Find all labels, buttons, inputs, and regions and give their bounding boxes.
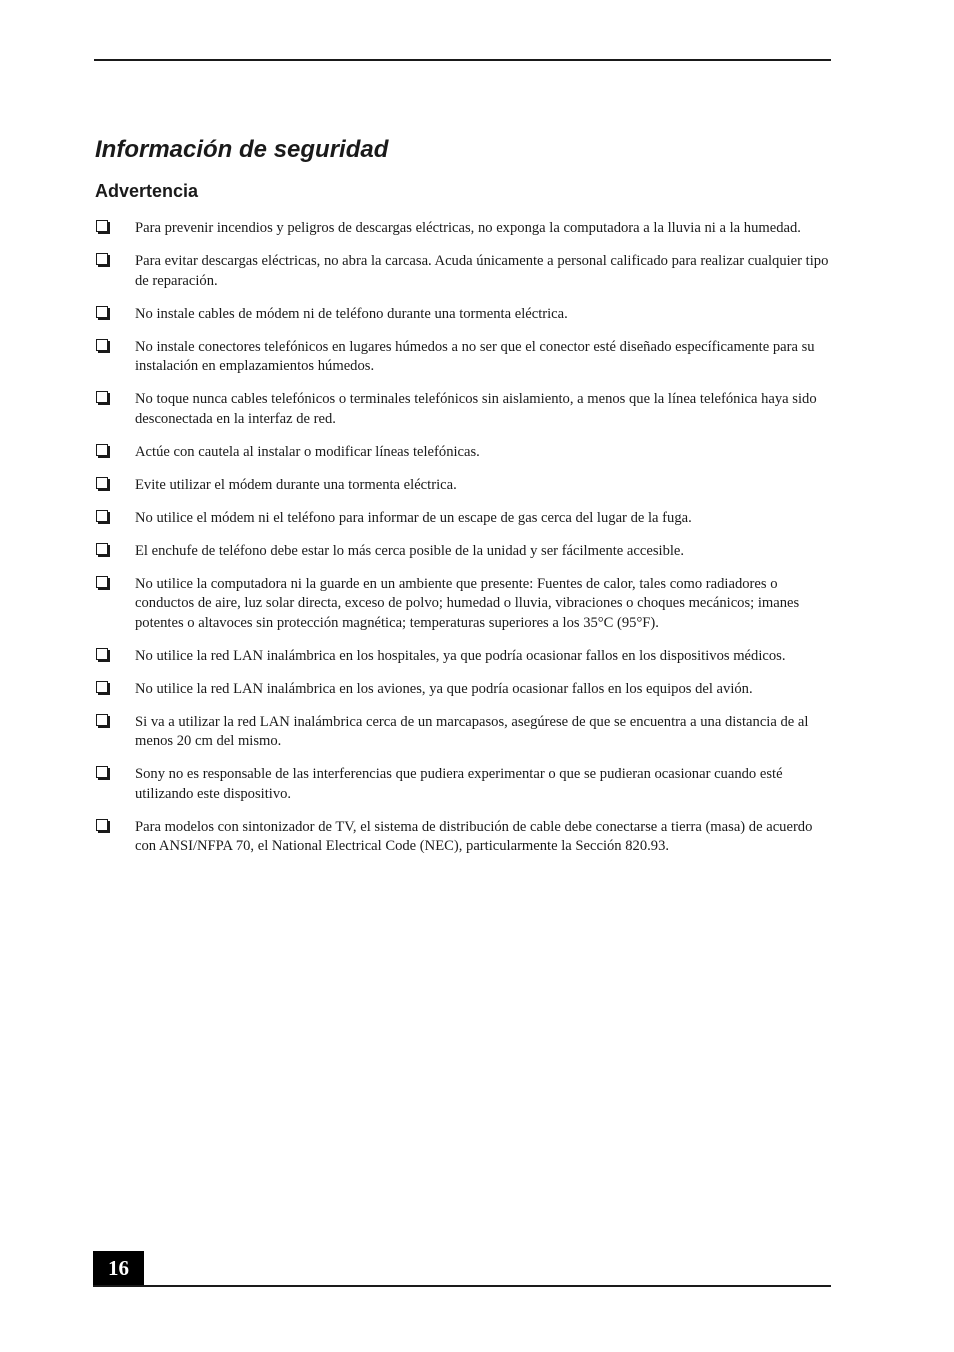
checkbox-icon xyxy=(96,510,108,522)
warning-text: Para prevenir incendios y peligros de descargas eléctricas, no exponga la computadora a la lluvia ni a la humedad. xyxy=(135,220,801,236)
page-title: Información de seguridad xyxy=(95,136,389,163)
checkbox-icon xyxy=(96,444,108,456)
warning-item xyxy=(95,818,831,857)
warning-item xyxy=(95,219,831,239)
checkbox-icon xyxy=(96,391,108,403)
checkbox-icon xyxy=(96,576,108,588)
warning-item xyxy=(95,338,831,377)
warning-text: Evite utilizar el módem durante una tormenta eléctrica. xyxy=(135,476,457,493)
warning-item xyxy=(95,252,831,291)
checkbox-icon xyxy=(96,543,108,555)
warning-item xyxy=(95,390,831,429)
checkbox-icon xyxy=(96,648,108,660)
warning-text: No utilice la red LAN inalámbrica en los hospitales, ya que podría ocasionar fallos en los dispositivos médicos. xyxy=(135,647,786,664)
warning-item xyxy=(95,305,831,325)
checkbox-icon xyxy=(96,306,108,318)
warning-item xyxy=(95,476,831,496)
warning-text: No utilice la red LAN inalámbrica en los aviones, ya que podría ocasionar fallos en los equipos del avión. xyxy=(135,680,753,697)
warning-item xyxy=(95,509,831,529)
checkbox-icon xyxy=(96,681,108,693)
warning-text: No instale cables de módem ni de teléfono durante una tormenta eléctrica. xyxy=(135,305,568,322)
section-heading: Advertencia xyxy=(95,181,199,201)
warning-text: No utilice el módem ni el teléfono para informar de un escape de gas cerca del lugar de la fuga. xyxy=(135,509,692,526)
warning-item xyxy=(95,542,831,562)
warning-list xyxy=(95,219,831,870)
warning-text: Para modelos con sintonizador de TV, el sistema de distribución de cable debe conectarse a tierra (masa) de acuerdo con ANSI/NFPA 70, el National Electrical Code (NEC), particularmente la Sección 820.93. xyxy=(135,818,813,854)
page-number: 16 xyxy=(93,1251,144,1286)
warning-item xyxy=(95,765,831,804)
warning-item xyxy=(95,647,831,667)
checkbox-icon xyxy=(96,253,108,265)
warning-text: Si va a utilizar la red LAN inalámbrica cerca de un marcapasos, asegúrese de que se encuentra a una distancia de al menos 20 cm del mismo. xyxy=(135,713,809,749)
warning-text: No instale conectores telefónicos en lugares húmedos a no ser que el conector esté diseñado específicamente para su instalación en emplazamientos húmedos. xyxy=(135,338,815,374)
checkbox-icon xyxy=(96,220,108,232)
warning-item xyxy=(95,713,831,752)
warning-item xyxy=(95,575,831,634)
checkbox-icon xyxy=(96,819,108,831)
warning-item xyxy=(95,443,831,463)
checkbox-icon xyxy=(96,714,108,726)
warning-item xyxy=(95,680,831,700)
warning-text: Actúe con cautela al instalar o modificar líneas telefónicas. xyxy=(135,443,480,460)
warning-text: No utilice la computadora ni la guarde en un ambiente que presente: Fuentes de calor, tales como radiadores o conductos de aire, luz solar directa, exceso de polvo; humedad o lluvia, vibraciones o choques mecánicos; imanes potentes o altavoces sin protección magnética; temperaturas superiores a los 35°C (95°F). xyxy=(135,575,800,631)
warning-text: El enchufe de teléfono debe estar lo más cerca posible de la unidad y ser fácilmente accesible. xyxy=(135,542,685,559)
checkbox-icon xyxy=(96,339,108,351)
checkbox-icon xyxy=(96,477,108,489)
checkbox-icon xyxy=(96,766,108,778)
warning-text: Sony no es responsable de las interferencias que pudiera experimentar o que se pudieran ocasionar cuando esté utilizando este dispositivo. xyxy=(135,766,783,802)
top-rule xyxy=(94,59,831,61)
warning-text: No toque nunca cables telefónicos o terminales telefónicos sin aislamiento, a menos que la línea telefónica haya sido desconectada en la interfaz de red. xyxy=(135,391,817,427)
bottom-rule xyxy=(93,1285,831,1287)
warning-text: Para evitar descargas eléctricas, no abra la carcasa. Acuda únicamente a personal calificado para realizar cualquier tipo de reparación. xyxy=(135,253,829,289)
